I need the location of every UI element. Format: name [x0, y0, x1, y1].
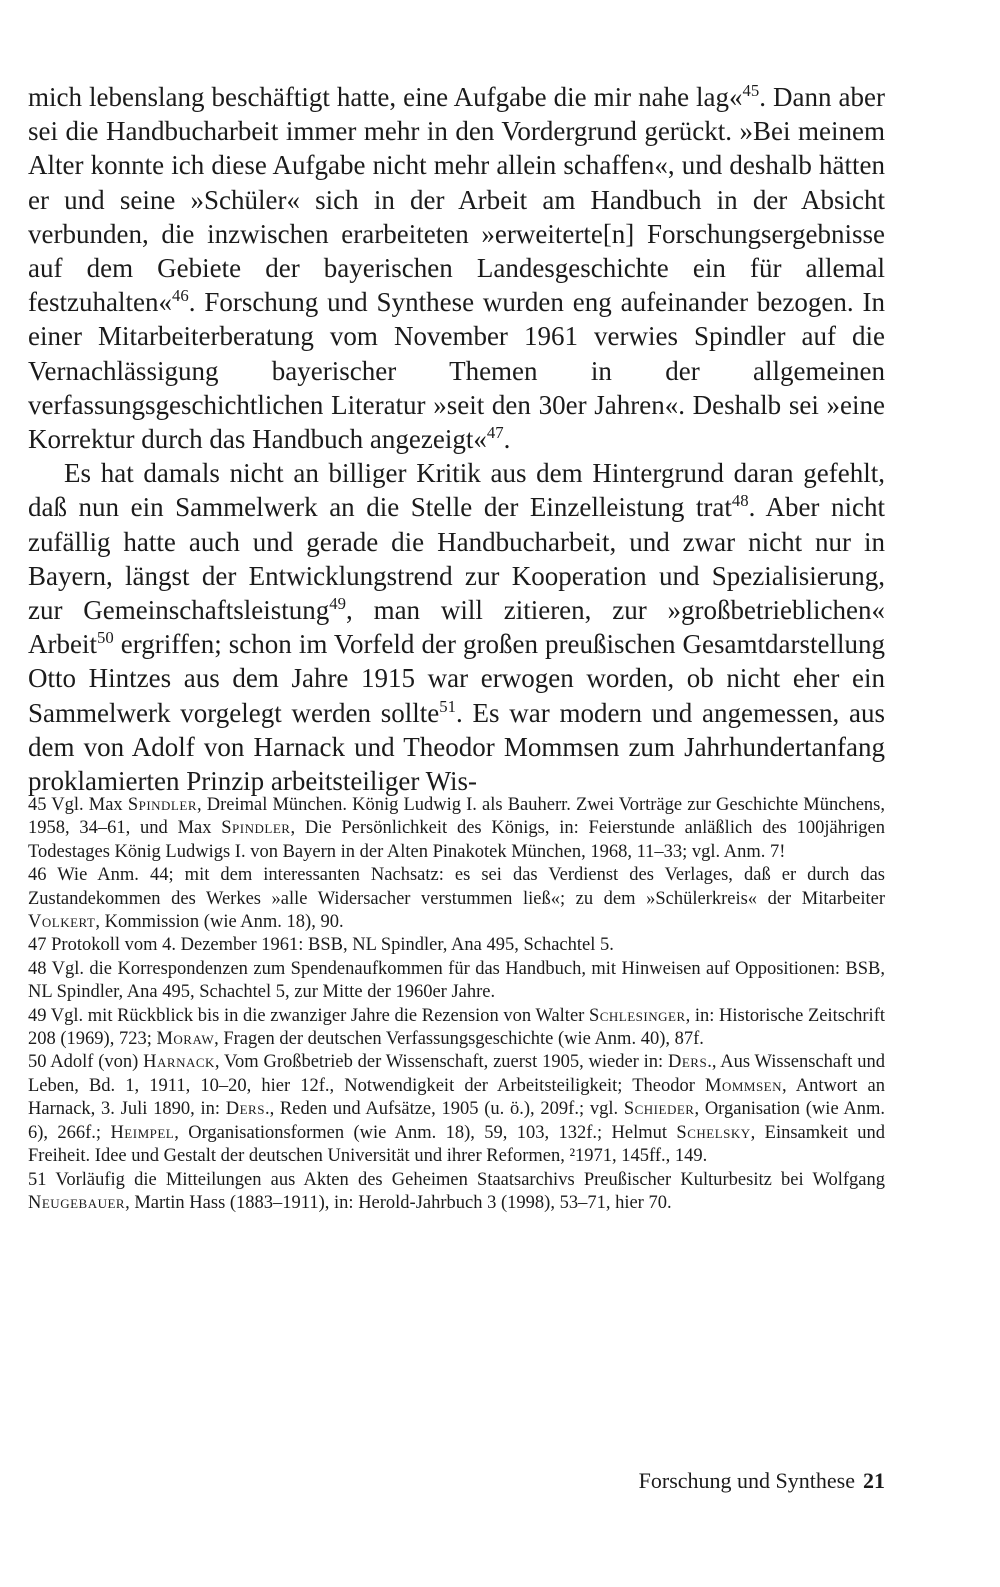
footnote-48: 48 Vgl. die Korrespondenzen zum Spendenaufkommen für das Handbuch, mit Hinweisen auf Oppositionen: BSB, NL Spindler, Ana 495, Schachtel 5, zur Mitte der 1960er Jahre.: [28, 958, 885, 1003]
author-name: Spindler: [127, 795, 197, 815]
running-title: Forschung und Synthese: [638, 1468, 855, 1493]
text-run: mich lebenslang beschäftigt hatte, eine Aufgabe die mir nahe lag«: [28, 82, 743, 112]
page-footer: [639, 1468, 885, 1494]
footnote-45: 45 Vgl. Max Spindler, Dreimal München. König Ludwig I. als Bauherr. Zwei Vorträge zur Geschichte Münchens, 1958, 34–61, und Max Spindler, Die Persönlichkeit des Königs, in: Feierstunde anläßlich des 100jährigen Todestages König Ludwigs I. von Bayern in der Alten Pinakotek München, 1968, 11–33; vgl. Anm. 7!: [28, 795, 885, 862]
footnote-50: 50 Adolf (von) Harnack, Vom Großbetrieb der Wissenschaft, zuerst 1905, wieder in: Ders., Aus Wissenschaft und Leben, Bd. 1, 1911, 10–20, hier 12f., Notwendigkeit der Arbeitsteiligkeit; Theodor Mommsen, Antwort an Harnack, 3. Juli 1890, in: Ders., Reden und Aufsätze, 1905 (u. ö.), 209f.; vgl. Schieder, Organisation (wie Anm. 6), 266f.; Heimpel, Organisationsformen (wie Anm. 18), 59, 103, 132f.; Helmut Schelsky, Einsamkeit und Freiheit. Idee und Gestalt der deutschen Universität und ihrer Reformen, ²1971, 145ff., 149.: [28, 1052, 886, 1167]
footnotes: [28, 794, 885, 1215]
author-name: Volkert: [28, 912, 96, 933]
footnote-ref-47[interactable]: 47: [486, 423, 504, 442]
footnote-ref-49[interactable]: 49: [329, 594, 346, 614]
text-run: . Forschung und Synthese wurden eng aufeinander bezogen. In einer Mitarbeiterberatung vom November 1961 verwies Spindler auf die Vernachlässigung bayerischer Themen in der allgemeinen verfassungsgeschichtlichen Literatur »seit den 30er Jahren«. Deshalb sei »eine Korrektur durch das Handbuch angezeigt«: [28, 287, 885, 455]
footnote-51: 51 Vorläufig die Mitteilungen aus Akten des Geheimen Staatsarchivs Preußischer Kulturbesitz bei Wolfgang Neugebauer, Martin Hass (1883–1911), in: Herold-Jahrbuch 3 (1998), 53–71, hier 70.: [28, 1169, 885, 1213]
author-name: Heimpel: [110, 1122, 175, 1143]
footnote-ref-46[interactable]: 46: [171, 286, 189, 306]
author-name: Mommsen: [705, 1075, 783, 1096]
text-run: Es hat damals nicht an billiger Kritik aus dem Hintergrund daran gefehlt, daß nun ein Sammelwerk an die Stelle der Einzelleistung trat: [28, 458, 885, 523]
footnote-49: 49 Vgl. mit Rückblick bis in die zwanziger Jahre die Rezension von Walter Schlesinger, in: Historische Zeitschrift 208 (1969), 723; Moraw, Fragen der deutschen Verfassungsgeschichte (wie Anm. 40), 87f.: [28, 1005, 885, 1050]
paragraph-1: [28, 80, 885, 456]
page-number: 21: [863, 1468, 885, 1493]
footnote-ref-45[interactable]: 45: [742, 80, 760, 100]
text-run: , man will zitieren, zur »großbetrieblichen« Arbeit: [28, 595, 885, 660]
main-text: [28, 80, 885, 798]
text-run: . Es war modern und angemessen, aus dem von Adolf von Harnack und Theodor Mommsen zum Jahrhundertanfang proklamierten Prinzip arbeitsteiliger Wis-: [28, 697, 885, 797]
footnote-ref-48[interactable]: 48: [731, 491, 749, 511]
author-name: Spindler: [221, 818, 291, 839]
paragraph-2: [28, 456, 885, 798]
author-name: Moraw: [156, 1029, 215, 1050]
author-name: Schlesinger: [588, 1005, 686, 1026]
author-name: Schelsky: [676, 1122, 751, 1143]
footnote-ref-51[interactable]: 51: [439, 696, 456, 716]
author-name: Ders: [225, 1099, 265, 1120]
text-run: . Dann aber sei die Handbucharbeit immer mehr in den Vordergrund gerückt. »Bei meinem Alter konnte ich diese Aufgabe nicht mehr allein schaffen«, und deshalb hätten er und seine »Schüler« sich in der Arbeit am Handbuch in der Absicht verbunden, die inzwischen erarbeiteten »erweiterte[n] Forschungsergebnisse auf dem Gebiete der bayerischen Landesgeschichte ein für allemal festzuhalten«: [28, 82, 885, 318]
footnote-ref-50[interactable]: 50: [96, 628, 114, 648]
author-name: Ders: [668, 1052, 708, 1073]
footnote-46: 46 Wie Anm. 44; mit dem interessanten Nachsatz: es sei das Verdienst des Verlages, daß er durch das Zustandekommen des Werkes »alle Widersacher verstummen ließ«; zu dem »Schülerkreis« der Mitarbeiter Volkert, Kommission (wie Anm. 18), 90.: [28, 865, 885, 933]
footnote-47: 47 Protokoll vom 4. Dezember 1961: BSB, NL Spindler, Ana 495, Schachtel 5.: [28, 935, 614, 956]
author-name: Neugebauer: [28, 1192, 126, 1213]
text-run: ergriffen; schon im Vorfeld der großen preußischen Gesamtdarstellung Otto Hintzes aus dem Jahre 1915 war erwogen worden, ob nicht eher ein Sammelwerk vorgelegt werden sollte: [28, 629, 885, 728]
author-name: Harnack: [143, 1052, 215, 1073]
text-run: . Aber nicht zufällig hatte auch und gerade die Handbucharbeit, und zwar nicht nur in Bayern, längst der Entwicklungstrend zur Kooperation und Spezialisierung, zur Gemeinschaftsleistung: [28, 492, 885, 626]
author-name: Schieder: [623, 1099, 695, 1120]
text-run: .: [503, 424, 511, 455]
